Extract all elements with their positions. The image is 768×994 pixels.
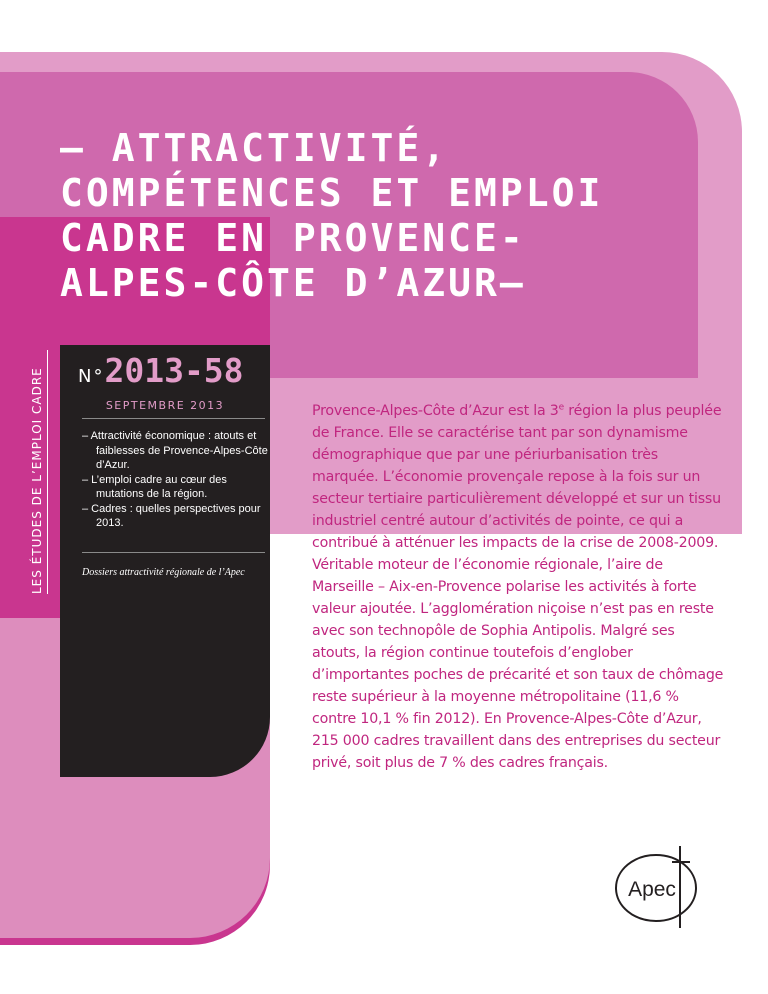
divider bbox=[82, 418, 265, 419]
issue-number-value: 2013-58 bbox=[104, 351, 244, 390]
divider bbox=[82, 552, 265, 553]
issue-prefix: N° bbox=[78, 366, 105, 387]
apec-logo bbox=[608, 838, 704, 934]
list-item: – Attractivité économique : atouts et faiblesses de Provence-Alpes-Côte d’Azur. bbox=[82, 430, 268, 471]
info-box bbox=[60, 345, 270, 777]
abstract-part: région la plus peuplée de France. Elle se caractérise tant par son dynamisme démographique que par une périurbanisation très marquée. L’économie provençale repose à la fois sur un secteur tertiaire particulièrement développé et sur un tissu industriel centré autour d’activités de pointe, ce qui a contribué à atténuer les impacts de la crise de 2008-2009. Véritable moteur de l’économie régionale, l’aire de Marseille – Aix-en-Provence polarise les activités à forte valeur ajoutée. L’agglomération niçoise n’est pas en reste avec son technopôle de Sophia Antipolis. Malgré ses atouts, la région continue toutefois d’englober d’importantes poches de précarité et son taux de chômage reste supérieur à la moyenne métropolitaine (11,6 % contre 10,1 % fin 2012). En Provence-Alpes-Côte d’Azur, 215 000 cadres travaillent dans des entreprises du secteur privé, soit plus de 7 % des cadres français. bbox=[312, 403, 724, 771]
issue-number bbox=[78, 351, 244, 390]
vertical-divider bbox=[47, 350, 48, 594]
abstract-text bbox=[312, 400, 724, 774]
logo-text: Apec bbox=[628, 878, 676, 901]
publication-date: SEPTEMBRE 2013 bbox=[105, 399, 225, 412]
summary-list bbox=[82, 429, 268, 531]
list-item: – Cadres : quelles perspectives pour 2013. bbox=[82, 502, 261, 529]
superscript: e bbox=[558, 402, 564, 413]
list-item: – L’emploi cadre au cœur des mutations de la région. bbox=[82, 473, 227, 500]
abstract-part: Provence-Alpes-Côte d’Azur est la 3 bbox=[312, 403, 559, 419]
series-vertical-label: LES ÉTUDES DE L’EMPLOI CADRE bbox=[30, 367, 44, 594]
collection-label: Dossiers attractivité régionale de l’Apec bbox=[82, 567, 245, 578]
document-title: – ATTRACTIVITÉ, COMPÉTENCES ET EMPLOI CADRE EN PROVENCE- ALPES-CÔTE D’AZUR– bbox=[60, 126, 604, 305]
